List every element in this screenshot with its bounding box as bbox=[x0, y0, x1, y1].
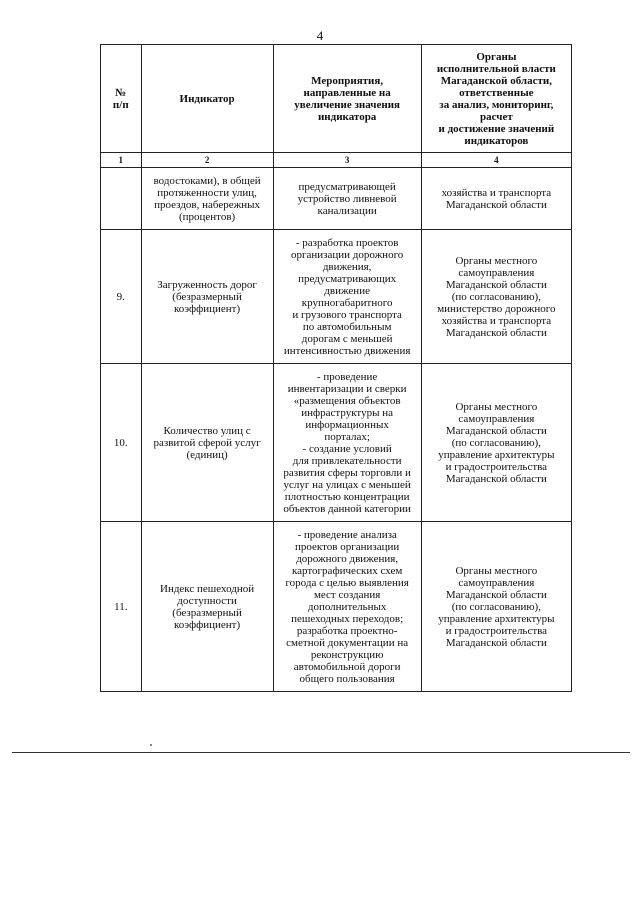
table-row bbox=[101, 522, 572, 692]
scan-speck bbox=[150, 744, 152, 746]
table-row bbox=[101, 364, 572, 522]
header-number: № п/п bbox=[101, 45, 142, 153]
indicator-table bbox=[100, 44, 572, 692]
page-number: 4 bbox=[316, 28, 324, 43]
column-number: 3 bbox=[273, 153, 421, 168]
row-indicator: водостоками), в общей протяженности улиц, проездов, набережных (процентов) bbox=[141, 168, 273, 230]
header-bodies: Органы исполнительной власти Магаданской области, ответственные за анализ, мониторинг, расчет и достижение значений индикаторов bbox=[421, 45, 571, 153]
header-indicator: Индикатор bbox=[141, 45, 273, 153]
row-indicator: Загруженность дорог (безразмерный коэффициент) bbox=[141, 230, 273, 364]
table-row bbox=[101, 168, 572, 230]
page-divider bbox=[12, 752, 630, 753]
row-measures: - проведение инвентаризации и сверки «размещения объектов инфраструктуры на информационных порталах; - создание условий для привлекательности развития сферы торговли и услуг на улицах с меньшей плотностью концентрации объектов данной категории bbox=[273, 364, 421, 522]
column-number: 1 bbox=[101, 153, 142, 168]
row-number: 11. bbox=[101, 522, 142, 692]
table-header-row bbox=[101, 45, 572, 153]
row-bodies: Органы местного самоуправления Магаданской области (по согласованию), управление архитектуры и градостроительства Магаданской области bbox=[421, 364, 571, 522]
row-measures: - проведение анализа проектов организации дорожного движения, картографических схем города с целью выявления мест создания дополнительных пешеходных переходов; разработка проектно- сметной документации на реконструкцию автомобильной дороги общего пользования bbox=[273, 522, 421, 692]
column-number: 4 bbox=[421, 153, 571, 168]
row-indicator: Количество улиц с развитой сферой услуг (единиц) bbox=[141, 364, 273, 522]
row-number: 10. bbox=[101, 364, 142, 522]
column-number: 2 bbox=[141, 153, 273, 168]
row-number bbox=[101, 168, 142, 230]
row-number: 9. bbox=[101, 230, 142, 364]
row-measures: предусматривающей устройство ливневой канализации bbox=[273, 168, 421, 230]
row-bodies: Органы местного самоуправления Магаданской области (по согласованию), управление архитектуры и градостроительства Магаданской области bbox=[421, 522, 571, 692]
table-row bbox=[101, 230, 572, 364]
header-measures: Мероприятия, направленные на увеличение значения индикатора bbox=[273, 45, 421, 153]
column-number-row bbox=[101, 153, 572, 168]
row-indicator: Индекс пешеходной доступности (безразмерный коэффициент) bbox=[141, 522, 273, 692]
row-measures: - разработка проектов организации дорожного движения, предусматривающих движение крупногабаритного и грузового транспорта по автомобильным дорогам с меньшей интенсивностью движения bbox=[273, 230, 421, 364]
row-bodies: хозяйства и транспорта Магаданской области bbox=[421, 168, 571, 230]
row-bodies: Органы местного самоуправления Магаданской области (по согласованию), министерство дорожного хозяйства и транспорта Магаданской области bbox=[421, 230, 571, 364]
